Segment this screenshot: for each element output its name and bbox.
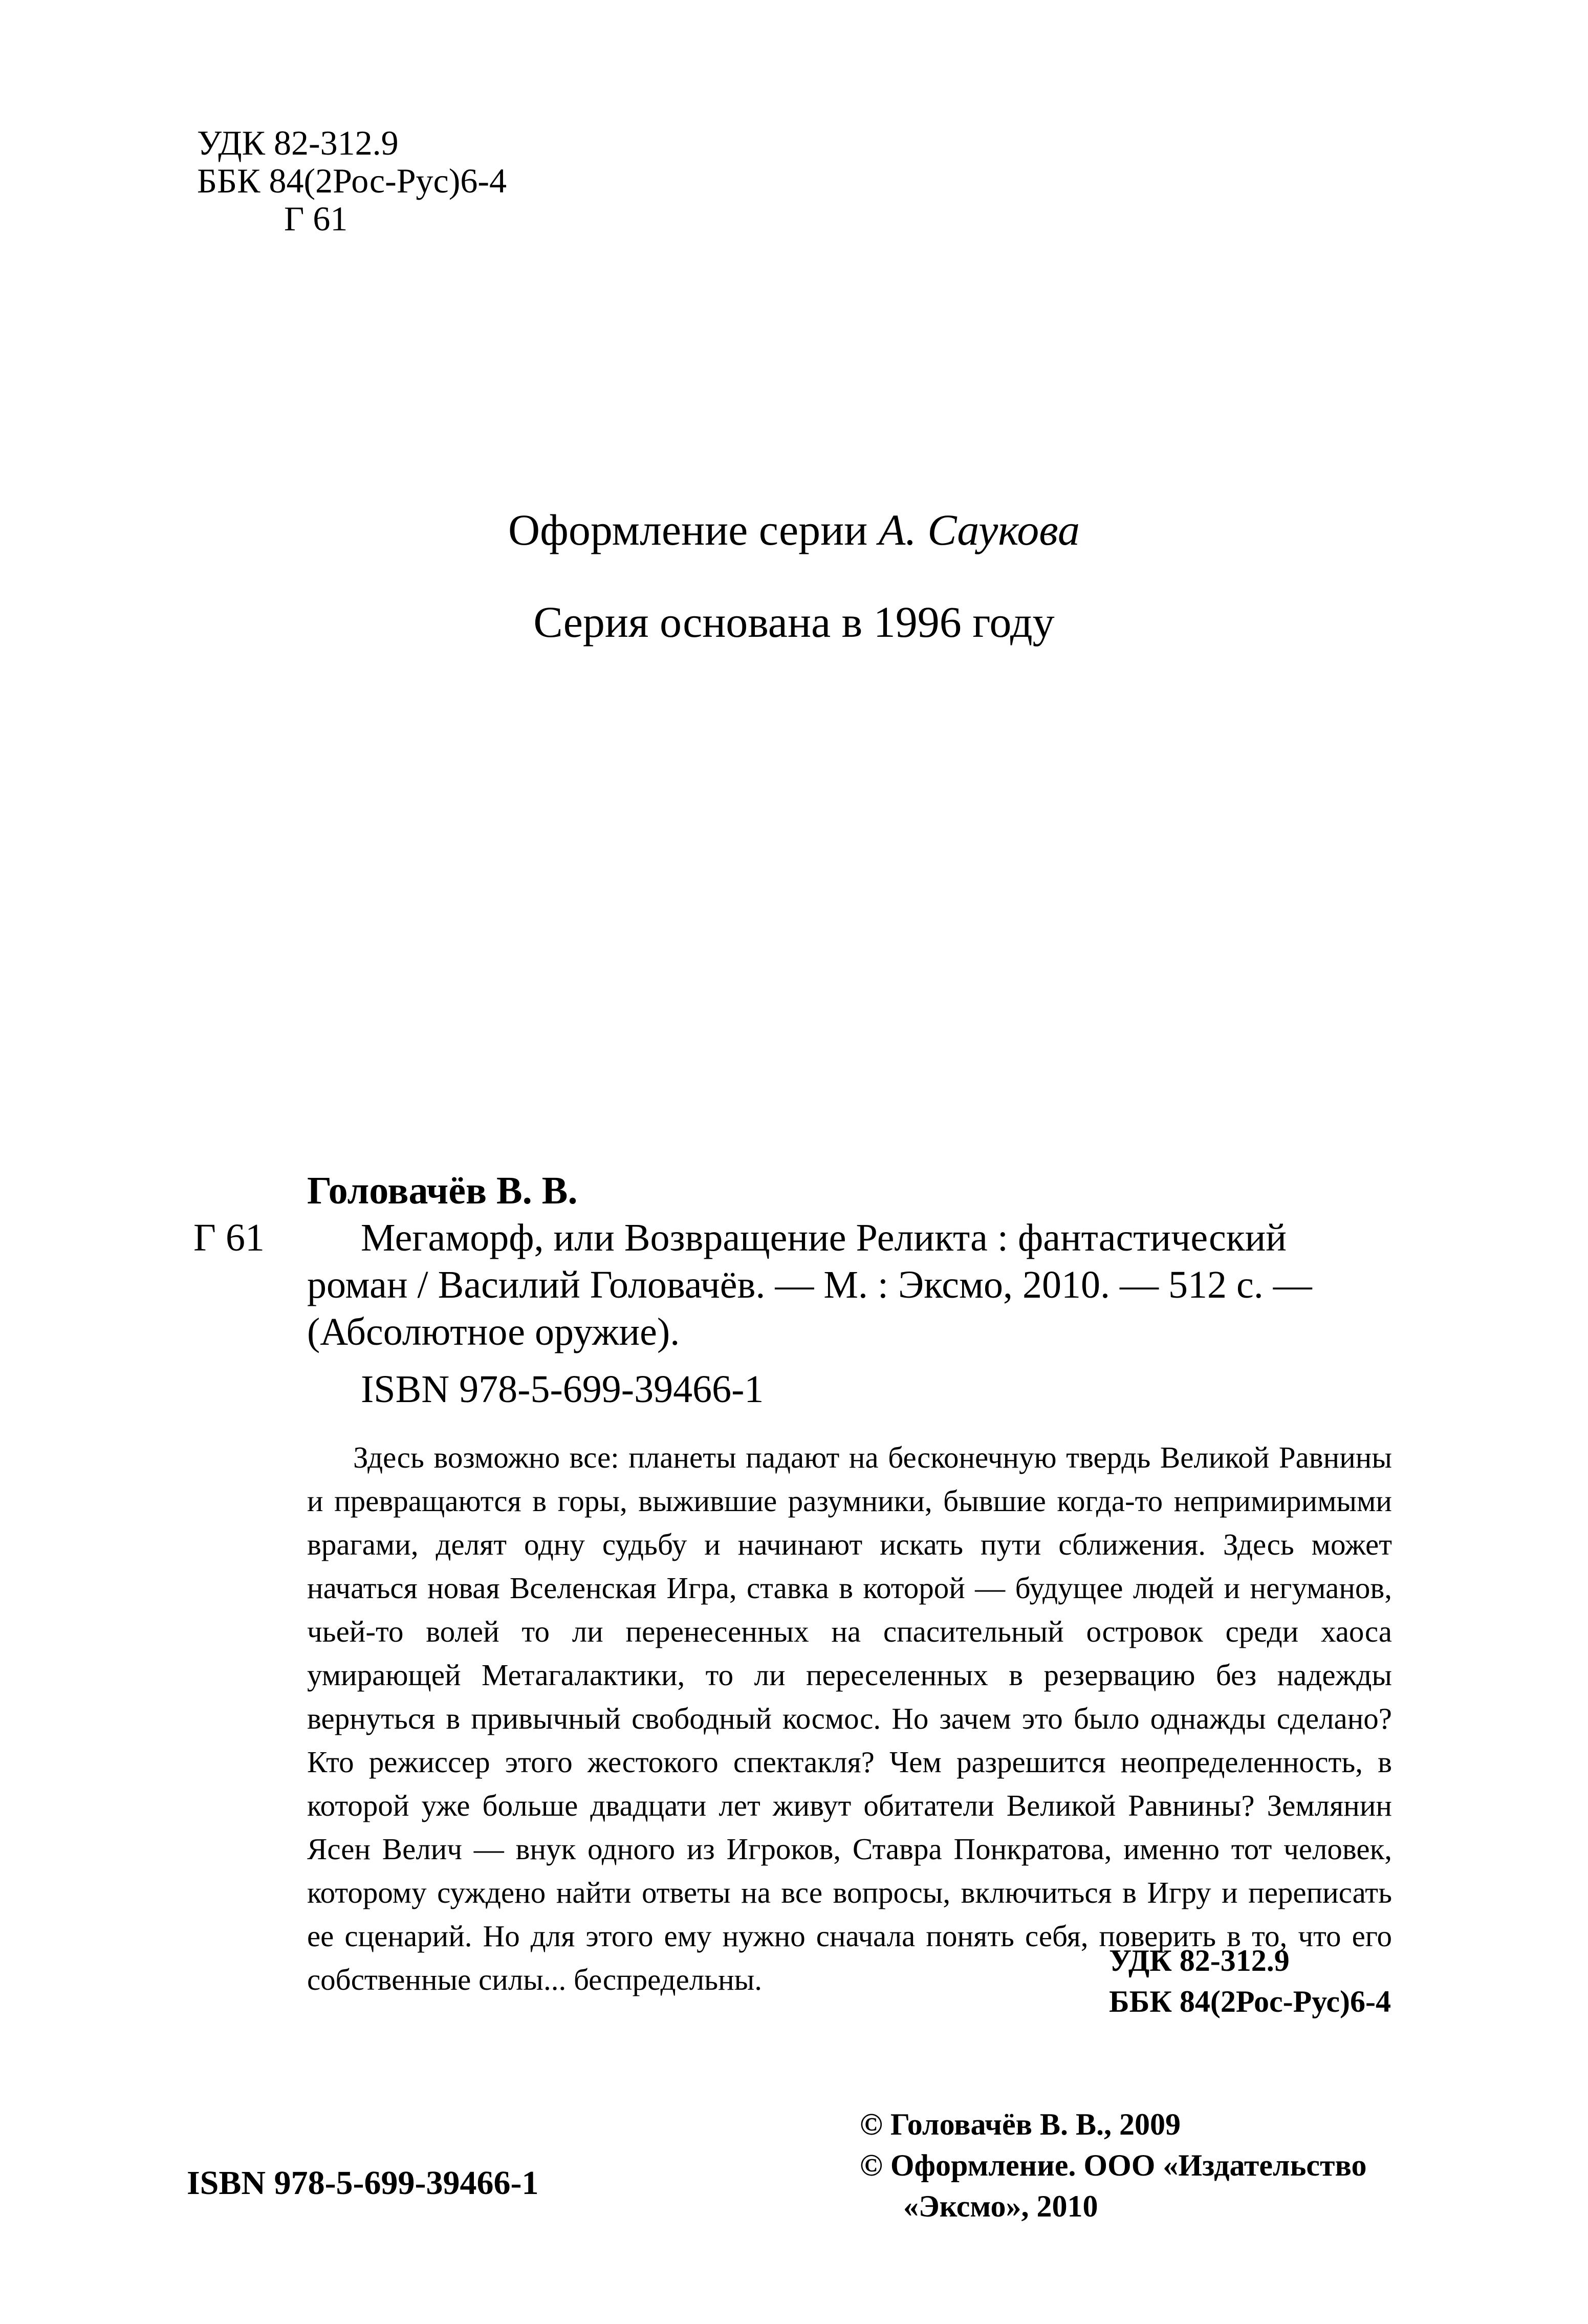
- copyright-publisher: «Эксмо», 2010: [903, 2189, 1098, 2223]
- isbn-bottom: ISBN 978-5-699-39466-1: [187, 2164, 539, 2202]
- series-design-credit: [0, 504, 1588, 555]
- copyright-design: © Оформление. ООО «Издательство: [860, 2148, 1367, 2182]
- description-line-1: Мегаморф, или Возвращение Реликта : фантастический: [361, 1216, 1287, 1259]
- author-mark: Г 61: [193, 1216, 265, 1259]
- udk-code-bottom: УДК 82-312.9: [1109, 1944, 1290, 1977]
- udk-code-top: УДК 82-312.9: [197, 123, 399, 162]
- copyright-author: © Головачёв В. В., 2009: [860, 2107, 1181, 2141]
- isbn-line: ISBN 978-5-699-39466-1: [361, 1368, 764, 1411]
- annotation-text: Здесь возможно все: планеты падают на бесконечную твердь Великой Равнины и превращаются в горы, выжившие разумники, бывшие когда-то непримиримыми врагами, делят одну судьбу и начинают искать пути сближения. Здесь может начаться новая Вселенская Игра, ставка в которой — будущее людей и негуманов, чьей-то волей то ли перенесенных на спасительный островок среди хаоса умирающей Метагалактики, то ли переселенных в резервацию без надежды вернуться в привычный свободный космос. Но зачем это было однажды сделано? Кто режиссер этого жестокого спектакля? Чем разрешится неопределенность, в которой уже больше двадцати лет живут обитатели Великой Равнины? Землянин Ясен Велич — внук одного из Игроков, Ставра Понкратова, именно тот человек, которому суждено найти ответы на все вопросы, включиться в Игру и переписать ее сценарий. Но для этого ему нужно сначала понять себя, поверить в то, что его собственные силы... беспредельны.: [307, 1440, 1392, 1996]
- description-line-3: (Абсолютное оружие).: [307, 1310, 680, 1353]
- series-design-prefix: Оформление серии: [508, 505, 879, 554]
- bbk-code-top: ББК 84(2Рос-Рус)6-4: [197, 161, 507, 200]
- series-founded: Серия основана в 1996 году: [533, 597, 1055, 647]
- description-line-2: роман / Василий Головачёв. — М. : Эксмо, 2010. — 512 с. —: [307, 1263, 1312, 1306]
- classification-codes-bottom: [1109, 1940, 1391, 2022]
- bbk-code-bottom: ББК 84(2Рос-Рус)6-4: [1109, 1985, 1391, 2018]
- author-heading: Головачёв В. В.: [307, 1169, 578, 1212]
- series-designer-name: А. Саукова: [878, 505, 1080, 554]
- author-mark-top: Г 61: [284, 199, 348, 238]
